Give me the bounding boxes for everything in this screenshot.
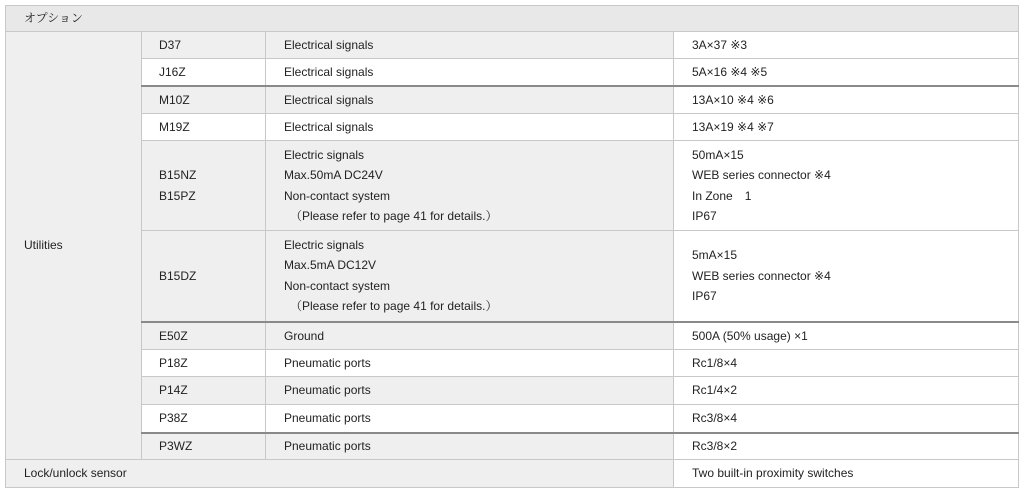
spec-line: IP67 xyxy=(692,209,717,223)
spec-line: IP67 xyxy=(692,289,717,303)
option-code xyxy=(142,377,266,405)
option-code-line: P3WZ xyxy=(159,439,193,453)
table-row xyxy=(6,141,1019,231)
option-spec xyxy=(674,32,1019,59)
option-spec xyxy=(674,377,1019,405)
description-line: Pneumatic ports xyxy=(284,411,371,425)
option-spec xyxy=(674,141,1019,231)
description-line: Pneumatic ports xyxy=(284,355,371,370)
table-row xyxy=(6,433,1019,460)
spec-line: 5A×16 ※4 ※5 xyxy=(692,64,768,79)
option-code-line: B15PZ xyxy=(159,188,196,203)
table-row xyxy=(6,86,1019,114)
option-description xyxy=(266,405,674,433)
option-code xyxy=(142,114,266,141)
spec-line: Rc1/8×4 xyxy=(692,355,738,370)
description-line: Non-contact system xyxy=(284,188,391,203)
spec-line: 13A×10 ※4 ※6 xyxy=(692,92,774,107)
option-description xyxy=(266,86,674,114)
option-description xyxy=(266,231,674,322)
description-line: （Please refer to page 41 for details.） xyxy=(290,299,498,314)
option-spec xyxy=(674,231,1019,322)
option-code xyxy=(142,231,266,322)
category-lock-sensor: Lock/unlock sensor xyxy=(6,460,674,488)
spec-line: In Zone 1 xyxy=(692,188,752,203)
spec-line: Rc3/8×2 xyxy=(692,439,738,453)
spec-line: 13A×19 ※4 ※7 xyxy=(692,119,774,134)
table-row xyxy=(6,350,1019,377)
lock-sensor-spec: Two built-in proximity switches xyxy=(674,460,1019,488)
option-code-line: J16Z xyxy=(159,64,186,79)
header-row xyxy=(6,6,1019,32)
option-code-line: P38Z xyxy=(159,411,188,425)
table-title: オプション xyxy=(6,6,1019,32)
table-row xyxy=(6,32,1019,59)
option-spec xyxy=(674,433,1019,460)
option-code-line: B15DZ xyxy=(159,268,197,283)
options-table xyxy=(5,5,1019,488)
description-line: Electrical signals xyxy=(284,92,374,107)
option-description xyxy=(266,377,674,405)
option-description xyxy=(266,433,674,460)
description-line: Electrical signals xyxy=(284,37,374,52)
option-code-line: P14Z xyxy=(159,383,188,398)
description-line: Electric signals xyxy=(284,147,365,162)
description-line: Electric signals xyxy=(284,237,365,252)
description-line: （Please refer to page 41 for details.） xyxy=(290,209,498,223)
table-row xyxy=(6,405,1019,433)
description-line: Electrical signals xyxy=(284,64,374,79)
table-row xyxy=(6,377,1019,405)
option-description xyxy=(266,350,674,377)
option-code-line: D37 xyxy=(159,37,182,52)
option-code xyxy=(142,141,266,231)
description-line: Pneumatic ports xyxy=(284,383,371,398)
spec-line: 500A (50% usage) ×1 xyxy=(692,328,808,343)
option-spec xyxy=(674,86,1019,114)
option-spec xyxy=(674,114,1019,141)
option-spec xyxy=(674,350,1019,377)
option-description xyxy=(266,114,674,141)
option-spec xyxy=(674,59,1019,86)
option-description xyxy=(266,322,674,350)
description-line: Pneumatic ports xyxy=(284,439,371,453)
table-row xyxy=(6,114,1019,141)
option-code-line: M19Z xyxy=(159,119,190,134)
table-row xyxy=(6,231,1019,322)
option-description xyxy=(266,141,674,231)
spec-line: Rc1/4×2 xyxy=(692,383,738,398)
option-code xyxy=(142,32,266,59)
description-line: Max.50mA DC24V xyxy=(284,168,383,182)
option-code xyxy=(142,405,266,433)
spec-line: 3A×37 ※3 xyxy=(692,37,748,52)
description-line: Non-contact system xyxy=(284,278,391,293)
option-code-line: M10Z xyxy=(159,92,190,107)
option-code-line: B15NZ xyxy=(159,168,197,182)
options-table-container xyxy=(5,5,1018,488)
option-code xyxy=(142,433,266,460)
spec-line: 5mA×15 xyxy=(692,248,738,262)
option-spec xyxy=(674,322,1019,350)
option-spec xyxy=(674,405,1019,433)
table-row xyxy=(6,59,1019,86)
option-code xyxy=(142,59,266,86)
category-utilities: Utilities xyxy=(6,32,142,460)
description-line: Electrical signals xyxy=(284,119,374,134)
option-code-line: P18Z xyxy=(159,355,188,370)
option-code xyxy=(142,322,266,350)
option-description xyxy=(266,59,674,86)
description-line: Max.5mA DC12V xyxy=(284,258,377,273)
spec-line: WEB series connector ※4 xyxy=(692,168,831,182)
spec-line: 50mA×15 xyxy=(692,147,744,162)
table-row xyxy=(6,460,1019,488)
option-code xyxy=(142,86,266,114)
table-row xyxy=(6,322,1019,350)
spec-line: WEB series connector ※4 xyxy=(692,268,831,283)
option-description xyxy=(266,32,674,59)
spec-line: Rc3/8×4 xyxy=(692,411,738,425)
option-code xyxy=(142,350,266,377)
description-line: Ground xyxy=(284,328,325,343)
option-code-line: E50Z xyxy=(159,328,188,343)
